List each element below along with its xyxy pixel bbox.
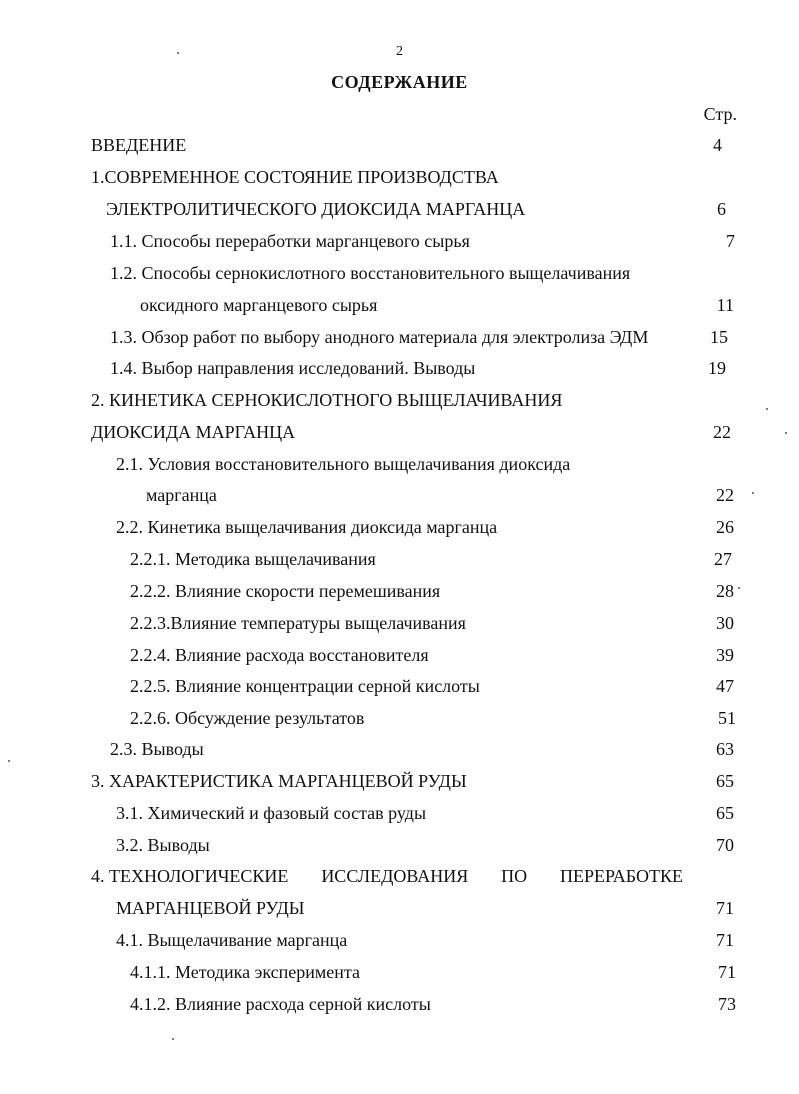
toc-entry-text: 4.1. Выщелачивание марганца [116, 930, 348, 950]
toc-entry-justified [91, 865, 683, 887]
toc-entry-page: 71 [716, 898, 734, 918]
toc-entry-page: 22 [713, 422, 731, 442]
toc-entry-text: 4.1.2. Влияние расхода серной кислоты [130, 994, 431, 1014]
toc-word: ПО [501, 866, 528, 886]
toc-entry-text: 1.2. Способы сернокислотного восстановительного выщелачивания [110, 263, 631, 283]
toc-entry-page: 27 [714, 549, 732, 569]
toc-entry-text: ВВЕДЕНИЕ [91, 135, 187, 155]
toc-entry-text: МАРГАНЦЕВОЙ РУДЫ [116, 898, 305, 918]
toc-entry-text: ДИОКСИДА МАРГАНЦА [91, 422, 296, 442]
toc-entry-text: 2.2.6. Обсуждение результатов [130, 708, 365, 728]
toc-entry-text: оксидного марганцевого сырья [140, 295, 378, 315]
toc-entry-text: 1.1. Способы переработки марганцевого сырья [110, 231, 470, 251]
scan-speck [738, 587, 740, 589]
toc-word: ПЕРЕРАБОТКЕ [560, 866, 683, 886]
toc-entry-page: 4 [713, 135, 722, 155]
toc-entry-text: марганца [146, 485, 217, 505]
toc-entry-page: 6 [717, 199, 726, 219]
toc-entry-text: 1.3. Обзор работ по выбору анодного материала для электролиза ЭДМ [110, 327, 649, 347]
scan-speck [785, 432, 787, 434]
toc-entry-text: 2.2.3.Влияние температуры выщелачивания [130, 613, 466, 633]
toc-entry-text: 2.2.5. Влияние концентрации серной кислоты [130, 676, 480, 696]
scan-speck [8, 760, 10, 762]
scan-speck [177, 52, 179, 54]
toc-entry-text: 2.1. Условия восстановительного выщелачивания диоксида [116, 454, 571, 474]
toc-entry-text: 2. КИНЕТИКА СЕРНОКИСЛОТНОГО ВЫЩЕЛАЧИВАНИЯ [91, 390, 563, 410]
scan-speck [766, 408, 768, 410]
toc-entry-page: 19 [708, 358, 726, 378]
toc-entry-page: 22 [716, 485, 734, 505]
toc-entry-text: 2.3. Выводы [110, 739, 204, 759]
toc-entry-page: 65 [716, 803, 734, 823]
toc-entry-page: 47 [716, 676, 734, 696]
toc-entry-text: 2.2.1. Методика выщелачивания [130, 549, 376, 569]
toc-entry-page: 70 [716, 835, 734, 855]
toc-word: 4. ТЕХНОЛОГИЧЕСКИЕ [91, 866, 289, 886]
toc-entry-text: 4.1.1. Методика эксперимента [130, 962, 360, 982]
toc-entry-page: 71 [716, 930, 734, 950]
toc-entry-page: 63 [716, 739, 734, 759]
toc-entry-text: 2.2.2. Влияние скорости перемешивания [130, 581, 441, 601]
scan-speck [752, 492, 754, 494]
toc-entry-text: 3.2. Выводы [116, 835, 210, 855]
page-number: 2 [396, 44, 403, 59]
page-title: СОДЕРЖАНИЕ [331, 72, 468, 92]
scan-speck [172, 1038, 174, 1040]
toc-entry-text: 2.2.4. Влияние расхода восстановителя [130, 645, 429, 665]
toc-entry-text: ЭЛЕКТРОЛИТИЧЕСКОГО ДИОКСИДА МАРГАНЦА [106, 199, 526, 219]
page-column-label: Стр. [703, 104, 737, 124]
toc-entry-page: 71 [718, 962, 736, 982]
toc-entry-text: 3.1. Химический и фазовый состав руды [116, 803, 427, 823]
toc-entry-text: 3. ХАРАКТЕРИСТИКА МАРГАНЦЕВОЙ РУДЫ [91, 771, 467, 791]
toc-entry-page: 51 [718, 708, 736, 728]
toc-entry-text: 1.4. Выбор направления исследований. Выводы [110, 358, 476, 378]
toc-entry-page: 28 [716, 581, 734, 601]
toc-entry-page: 39 [716, 645, 734, 665]
toc-entry-page: 7 [726, 231, 735, 251]
toc-entry-page: 65 [716, 771, 734, 791]
toc-entry-page: 73 [718, 994, 736, 1014]
toc-entry-text: 1.СОВРЕМЕННОЕ СОСТОЯНИЕ ПРОИЗВОДСТВА [91, 167, 499, 187]
toc-entry-page: 11 [716, 295, 734, 315]
toc-entry-page: 26 [716, 517, 734, 537]
toc-entry-page: 30 [716, 613, 734, 633]
toc-entry-text: 2.2. Кинетика выщелачивания диоксида марганца [116, 517, 498, 537]
toc-word: ИССЛЕДОВАНИЯ [321, 866, 469, 886]
toc-entry-page: 15 [710, 327, 728, 347]
